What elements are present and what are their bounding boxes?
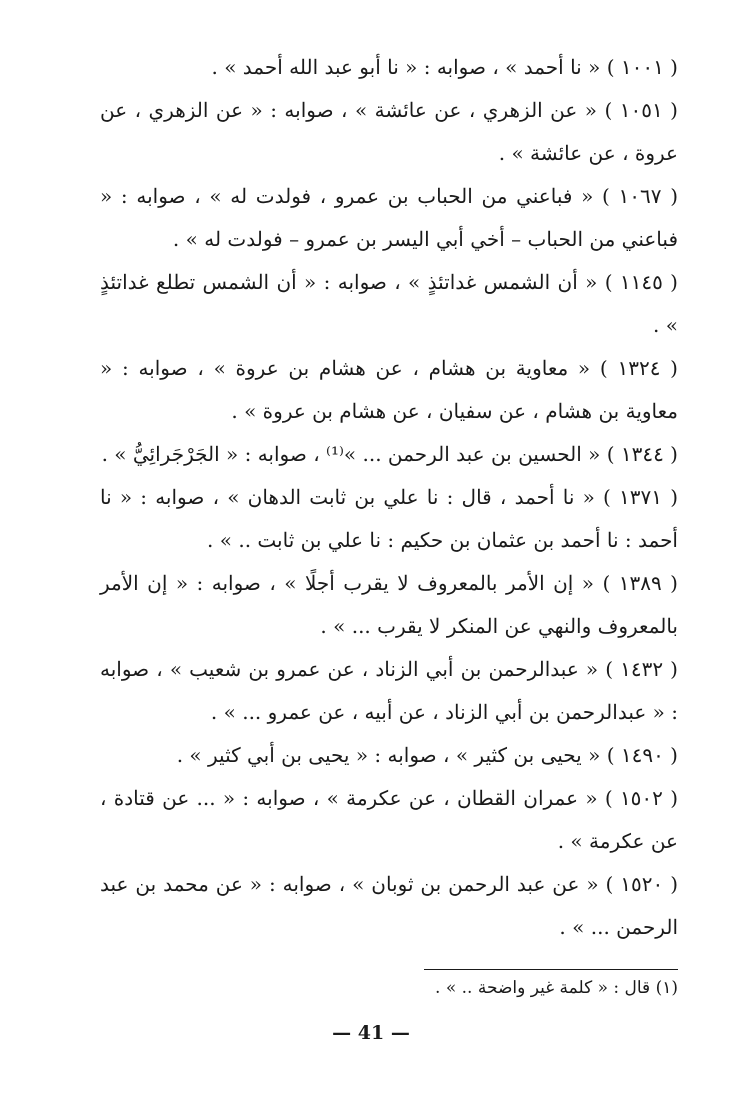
correction-entry: ( ١٠٥١ ) « عن الزهري ، عن عائشة » ، صوابه : « عن الزهري ، عن عروة ، عن عائشة » . — [100, 98, 678, 165]
correction-entry: ( ١٣٨٩ ) « إن الأمر بالمعروف لا يقرب أجلًا » ، صوابه : « إن الأمر بالمعروف والنهي عن المنكر لا يقرب ... » . — [100, 571, 678, 638]
correction-entry: ( ١٤٩٠ ) « يحيى بن كثير » ، صوابه : « يحيى بن أبي كثير » . — [176, 743, 678, 767]
correction-entry: ( ١٥٢٠ ) « عن عبد الرحمن بن ثوبان » ، صوابه : « عن محمد بن عبد الرحمن ... » . — [100, 872, 678, 939]
correction-entry: ( ١٣٢٤ ) « معاوية بن هشام ، عن هشام بن عروة » ، صوابه : « معاوية بن هشام ، عن سفيان ، عن هشام بن عروة » . — [100, 356, 678, 423]
footnote: (١) قال : « كلمة غير واضحة .. » . — [435, 978, 678, 998]
correction-entry: ( ١٠٦٧ ) « فباعني من الحباب بن عمرو ، فولدت له » ، صوابه : « فباعني من الحباب – أخي أبي اليسر بن عمرو – فولدت له » . — [100, 184, 678, 251]
footnote-divider — [424, 969, 678, 970]
correction-entry: ( ١٥٠٢ ) « عمران القطان ، عن عكرمة » ، صوابه : « ... عن قتادة ، عن عكرمة » . — [100, 786, 678, 853]
correction-entry: ( ١٤٣٢ ) « عبدالرحمن بن أبي الزناد ، عن عمرو بن شعيب » ، صوابه : « عبدالرحمن بن أبي الزناد ، عن أبيه ، عن عمرو ... » . — [100, 657, 678, 724]
correction-entry: ( ١٠٠١ ) « نا أحمد » ، صوابه : « نا أبو عبد الله أحمد » . — [211, 55, 678, 79]
page-number: — 41 — — [332, 1022, 410, 1044]
correction-entry: ( ١٣٤٤ ) « الحسين بن عبد الرحمن ... »⁽¹⁾ ، صوابه : « الجَرْجَرائِيُّ » . — [101, 442, 678, 466]
corrections-list — [100, 46, 678, 949]
correction-entry: ( ١٣٧١ ) « نا أحمد ، قال : نا علي بن ثابت الدهان » ، صوابه : « نا أحمد : نا أحمد بن عثمان بن حكيم : نا علي بن ثابت .. » . — [100, 485, 678, 552]
correction-entry: ( ١١٤٥ ) « أن الشمس غداتئذٍ » ، صوابه : « أن الشمس تطلع غداتئذٍ » . — [100, 270, 678, 337]
